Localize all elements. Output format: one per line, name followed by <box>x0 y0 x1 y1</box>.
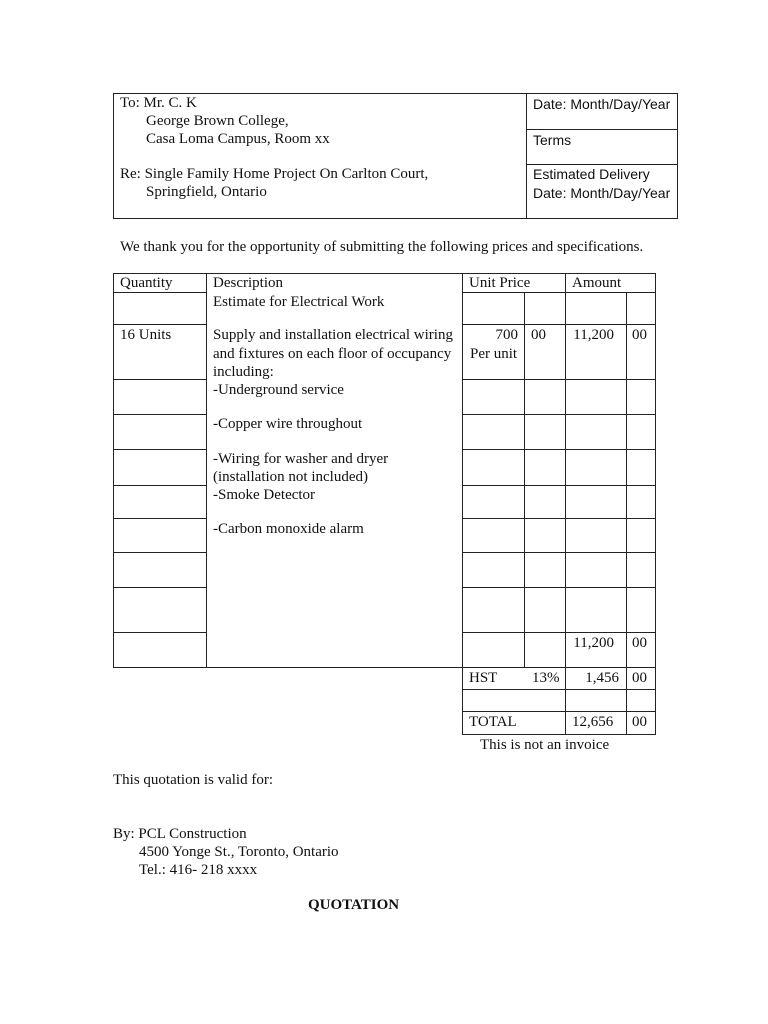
description-line: (installation not included) <box>213 469 368 485</box>
description-line: -Underground service <box>213 382 344 398</box>
hst-dollars: 1,456 <box>585 670 619 686</box>
issuer-address: 4500 Yonge St., Toronto, Ontario <box>139 844 339 860</box>
description-line: -Smoke Detector <box>213 487 316 503</box>
recipient-name: To: Mr. C. K <box>120 95 197 111</box>
document-title: QUOTATION <box>308 897 400 913</box>
project-reference-line-2: Springfield, Ontario <box>146 184 267 200</box>
col-header-unit-price: Unit Price <box>469 275 531 291</box>
hst-label: HST <box>469 670 498 686</box>
issuer-phone: Tel.: 416- 218 xxxx <box>139 862 258 878</box>
delivery-label: Estimated Delivery <box>533 166 650 182</box>
hst-cents: 00 <box>632 670 647 686</box>
description-line: Supply and installation electrical wiring <box>213 327 453 343</box>
estimate-title: Estimate for Electrical Work <box>213 294 385 310</box>
date-field: Date: Month/Day/Year <box>533 96 671 112</box>
per-unit-label: Per unit <box>470 346 518 362</box>
quantity-cell: 16 Units <box>120 327 172 343</box>
col-header-quantity: Quantity <box>120 275 173 291</box>
unit-price-dollars: 700 <box>495 327 518 343</box>
terms-field: Terms <box>533 132 572 148</box>
hst-rate: 13% <box>532 670 560 686</box>
amount-dollars: 11,200 <box>573 327 614 343</box>
description-line: and fixtures on each floor of occupancy <box>213 346 452 362</box>
subtotal-dollars: 11,200 <box>573 635 614 651</box>
validity-text: This quotation is valid for: <box>113 772 273 788</box>
issuer-name: By: PCL Construction <box>113 826 247 842</box>
recipient-address-line-2: Casa Loma Campus, Room xx <box>146 131 330 147</box>
intro-text: We thank you for the opportunity of submitting the following prices and specifications. <box>120 239 644 255</box>
project-reference: Re: Single Family Home Project On Carlton Court, <box>120 166 429 182</box>
total-cents: 00 <box>632 714 647 730</box>
description-line: including: <box>213 364 274 380</box>
description-line: -Copper wire throughout <box>213 416 363 432</box>
subtotal-cents: 00 <box>632 635 647 651</box>
delivery-date: Date: Month/Day/Year <box>533 185 671 201</box>
recipient-address-line-1: George Brown College, <box>146 113 289 129</box>
total-label: TOTAL <box>469 714 517 730</box>
amount-cents: 00 <box>632 327 647 343</box>
description-line: -Carbon monoxide alarm <box>213 521 364 537</box>
col-header-amount: Amount <box>572 275 622 291</box>
unit-price-cents: 00 <box>531 327 546 343</box>
total-dollars: 12,656 <box>572 714 614 730</box>
col-header-description: Description <box>213 275 283 291</box>
description-line: -Wiring for washer and dryer <box>213 451 389 467</box>
not-invoice-note: This is not an invoice <box>480 737 610 753</box>
